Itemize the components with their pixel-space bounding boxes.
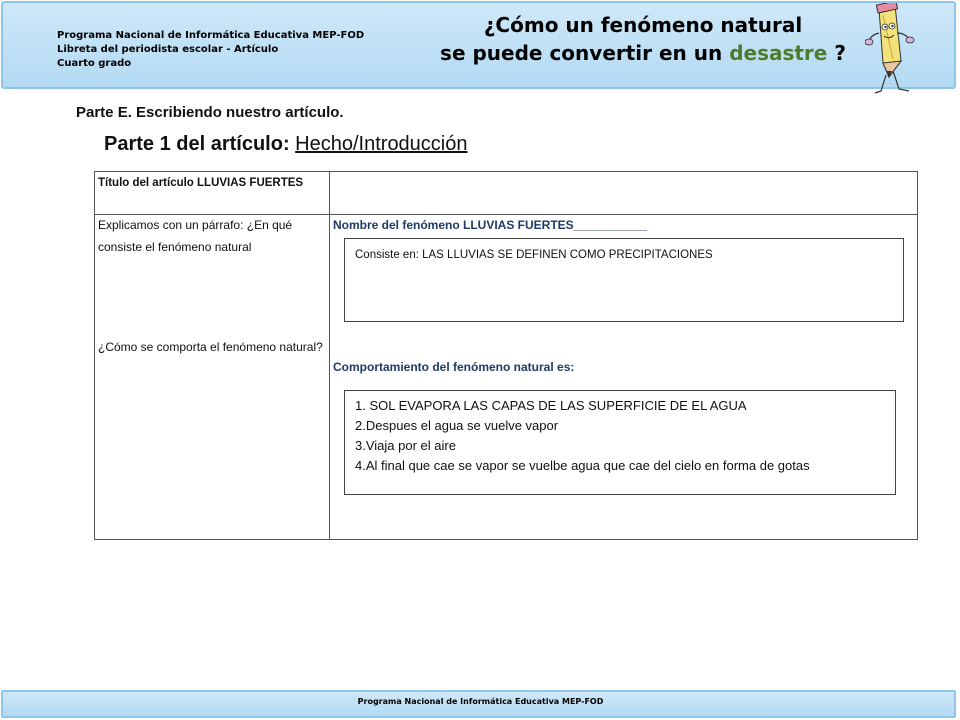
- footer-banner: [1, 690, 956, 718]
- part-topic: Hecho/Introducción: [295, 133, 468, 155]
- behavior-box: [344, 390, 896, 495]
- page-title: [403, 11, 883, 67]
- table-column-divider: [329, 171, 330, 540]
- title-accent-word: desastre: [729, 41, 828, 65]
- title-line-1: ¿Cómo un fenómeno natural: [483, 13, 803, 37]
- behavior-step-2: 2.Despues el agua se vuelve vapor: [355, 418, 559, 433]
- program-info: [57, 29, 364, 71]
- title-line-2: [403, 39, 883, 67]
- part-label: Parte 1 del artículo:: [104, 133, 296, 155]
- behavior-label: Comportamiento del fenómeno natural es:: [333, 360, 575, 374]
- section-heading: Parte E. Escribiendo nuestro artículo.: [76, 104, 344, 121]
- question-how-behaves: ¿Cómo se comporta el fenómeno natural?: [98, 340, 323, 354]
- behavior-step-3: 3.Viaja por el aire: [355, 438, 456, 453]
- header-banner: [1, 1, 956, 89]
- footer-text: Programa Nacional de Informática Educativa MEP-FOD: [357, 697, 604, 706]
- behavior-step-1: 1. SOL EVAPORA LAS CAPAS DE LAS SUPERFICIE DE EL AGUA: [355, 398, 747, 413]
- behavior-list: [355, 396, 810, 476]
- grade-level: Cuarto grado: [57, 58, 132, 69]
- program-name: Programa Nacional de Informática Educativa MEP-FOD: [57, 30, 365, 41]
- notebook-name: Libreta del periodista escolar - Artículo: [57, 44, 279, 55]
- pencil-mascot-icon: [865, 3, 917, 95]
- question-what-is: Explicamos con un párrafo: ¿En qué consiste el fenómeno natural: [98, 218, 293, 254]
- definition-box: [344, 238, 904, 322]
- article-title-label: Título del artículo LLUVIAS FUERTES: [98, 177, 304, 189]
- title-line-2-suffix: ?: [827, 41, 846, 65]
- definition-text: Consiste en: LAS LLUVIAS SE DEFINEN COMO PRECIPITACIONES: [355, 249, 713, 261]
- behavior-step-4: 4.Al final que cae se vapor se vuelbe agua que cae del cielo en forma de gotas: [355, 458, 810, 473]
- part-heading: [104, 133, 468, 156]
- phenomenon-name: Nombre del fenómeno LLUVIAS FUERTES___________: [333, 218, 648, 232]
- title-line-2-prefix: se puede convertir en un: [440, 41, 730, 65]
